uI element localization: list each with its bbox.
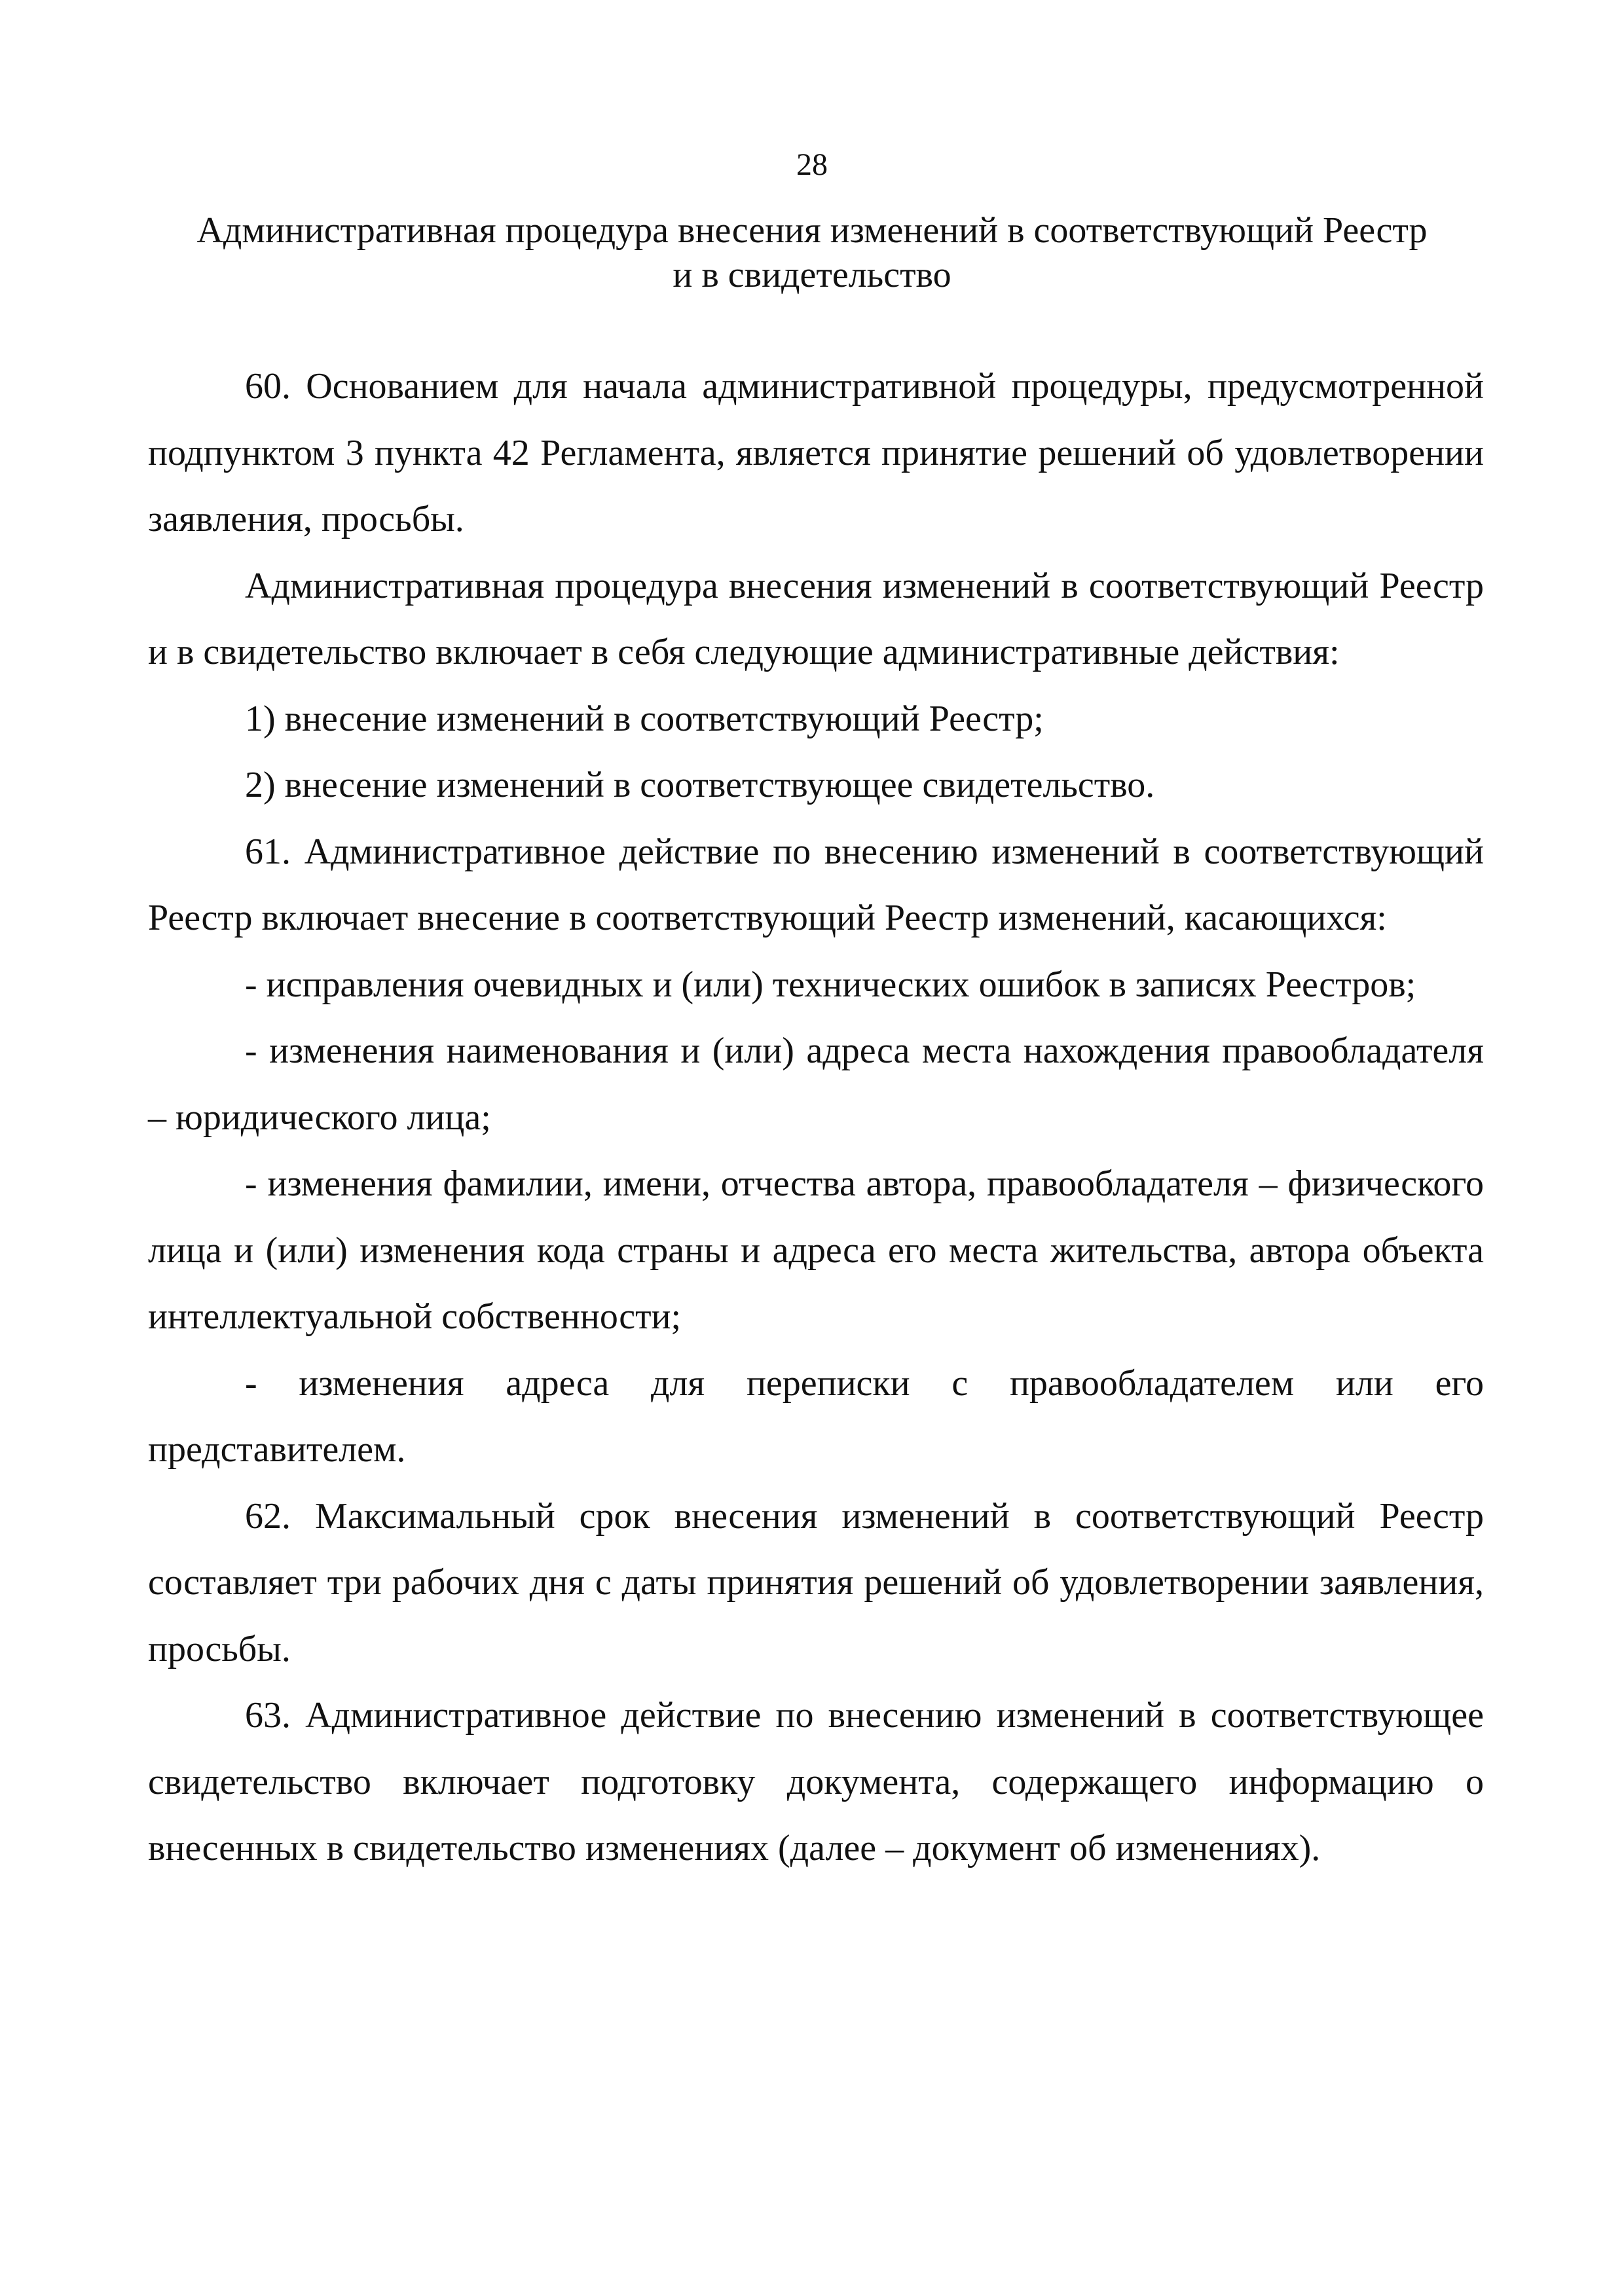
document-body xyxy=(148,354,1484,1882)
bullet-item-name-address: - изменения наименования и (или) адреса места нахождения правообладателя – юридического лица; xyxy=(148,1030,1484,1138)
bullet-item-correspondence-address: - изменения адреса для переписки с правообладателем или его представителем. xyxy=(148,1362,1484,1470)
paragraph-62: 62. Максимальный срок внесения изменений в соответствующий Реестр составляет три рабочих дня с даты принятия решений об удовлетворении заявления, просьбы. xyxy=(148,1495,1484,1669)
section-title-line-1: Административная процедура внесения изменений в соответствующий Реестр xyxy=(196,210,1428,251)
section-title xyxy=(131,208,1493,297)
paragraph-60: 60. Основанием для начала административной процедуры, предусмотренной подпунктом 3 пункта 42 Регламента, является принятие решений об удовлетворении заявления, просьбы. xyxy=(148,366,1484,539)
paragraph-63: 63. Административное действие по внесению изменений в соответствующее свидетельство включает подготовку документа, содержащего информацию о внесенных в свидетельство изменениях (далее – документ об изменениях). xyxy=(148,1695,1484,1868)
bullet-item-errors: - исправления очевидных и (или) технических ошибок в записях Реестров; xyxy=(245,964,1416,1005)
paragraph-procedure-description: Административная процедура внесения изменений в соответствующий Реестр и в свидетельство включает в себя следующие административные действия: xyxy=(148,565,1484,672)
list-item-2: 2) внесение изменений в соответствующее свидетельство. xyxy=(245,765,1155,805)
paragraph-61: 61. Административное действие по внесению изменений в соответствующий Реестр включает внесение в соответствующий Реестр изменений, касающихся: xyxy=(148,831,1484,938)
page-number: 28 xyxy=(796,147,828,182)
bullet-item-author-name: - изменения фамилии, имени, отчества автора, правообладателя – физического лица и (или) изменения кода страны и адреса его места жительства, автора объекта интеллектуальной собственности; xyxy=(148,1163,1484,1337)
section-title-line-2: и в свидетельство xyxy=(673,255,951,295)
list-item-1: 1) внесение изменений в соответствующий Реестр; xyxy=(245,698,1044,739)
